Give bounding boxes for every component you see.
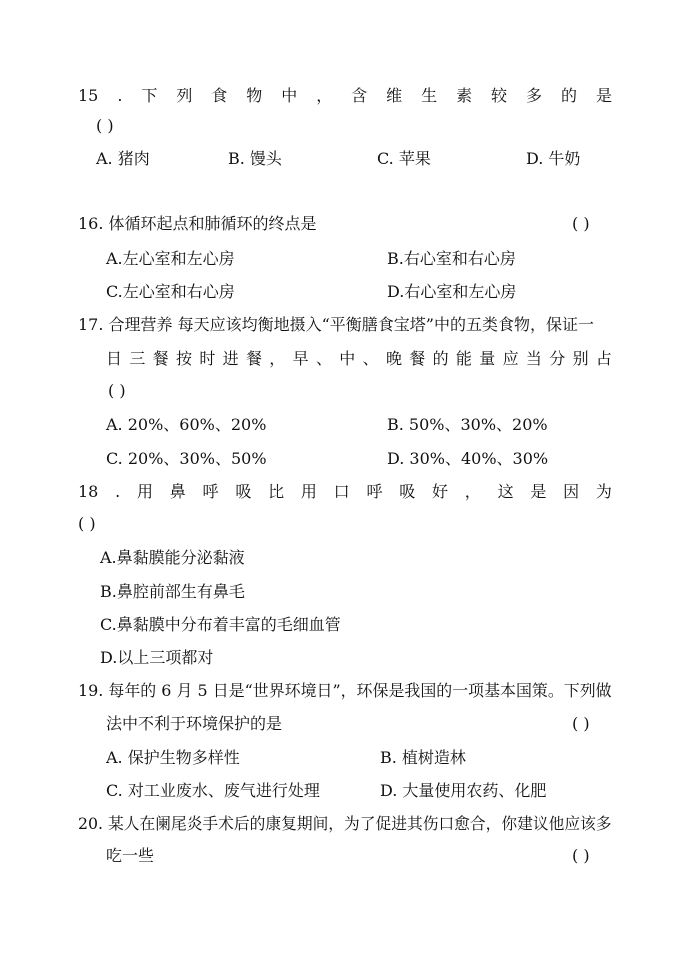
q19-option-a: A. 保护生物多样性 [106,748,240,767]
q19-option-d: D. 大量使用农药、化肥 [380,781,547,800]
q16-option-b: B.右心室和右心房 [387,249,516,268]
q15-option-b: B. 馒头 [228,149,282,168]
q19-option-c: C. 对工业废水、废气进行处理 [106,781,320,800]
q19-stem-line1: 19. 每年的 6 月 5 日是“世界环境日”，环保是我国的一项基本国策。下列做 [78,681,612,700]
q17-stem-line2: 日 三 餐 按 时 进 餐 ， 早 、 中 、 晚 餐 的 能 量 应 当 分 别 占 [106,349,612,368]
q15-answer-blank: ( ) [96,116,114,135]
q17-option-c: C. 20%、30%、50% [106,449,267,468]
q16-option-c: C.左心室和右心房 [106,282,235,301]
q15-option-d: D. 牛奶 [526,149,581,168]
q15-option-c: C. 苹果 [377,149,431,168]
q20-stem-line1: 20. 某人在阑尾炎手术后的康复期间，为了促进其伤口愈合，你建议他应该多 [78,814,612,833]
q18-option-b: B.鼻腔前部生有鼻毛 [100,582,245,601]
q16-answer-blank: ( ) [572,214,590,233]
q17-option-d: D. 30%、40%、30% [387,449,549,468]
q18-option-a: A.鼻黏膜能分泌黏液 [100,548,245,567]
q16-option-d: D.右心室和左心房 [387,282,517,301]
q19-stem-line2: 法中不利于环境保护的是 [106,714,283,733]
q19-answer-blank: ( ) [572,714,590,733]
q18-answer-blank: ( ) [78,514,96,533]
q15-dot: . [117,86,123,105]
q15-stem: 15 . 下 列 食 物 中 ， 含 维 生 素 较 多 的 是 [78,86,612,105]
q18-option-d: D.以上三项都对 [100,648,214,667]
q18-number: 18 [78,482,99,501]
q17-answer-blank: ( ) [108,381,126,400]
q16-stem: 16. 体循环起点和肺循环的终点是 [78,214,317,233]
q16-option-a: A.左心室和左心房 [106,249,235,268]
q18-dot: . [115,482,121,501]
q19-option-b: B. 植树造林 [380,748,466,767]
q20-answer-blank: ( ) [572,846,590,865]
q15-number: 15 [78,86,99,105]
q18-option-c: C.鼻黏膜中分布着丰富的毛细血管 [100,615,341,634]
q17-stem-line1: 17. 合理营养 每天应该均衡地摄入“平衡膳食宝塔”中的五类食物，保证一 [78,315,594,334]
q18-stem: 18 . 用 鼻 呼 吸 比 用 口 呼 吸 好 ， 这 是 因 为 [78,482,612,501]
q17-option-a: A. 20%、60%、20% [106,415,267,434]
q15-option-a: A. 猪肉 [96,149,150,168]
q20-stem-line2: 吃一些 [106,846,155,865]
q17-option-b: B. 50%、30%、20% [387,415,548,434]
